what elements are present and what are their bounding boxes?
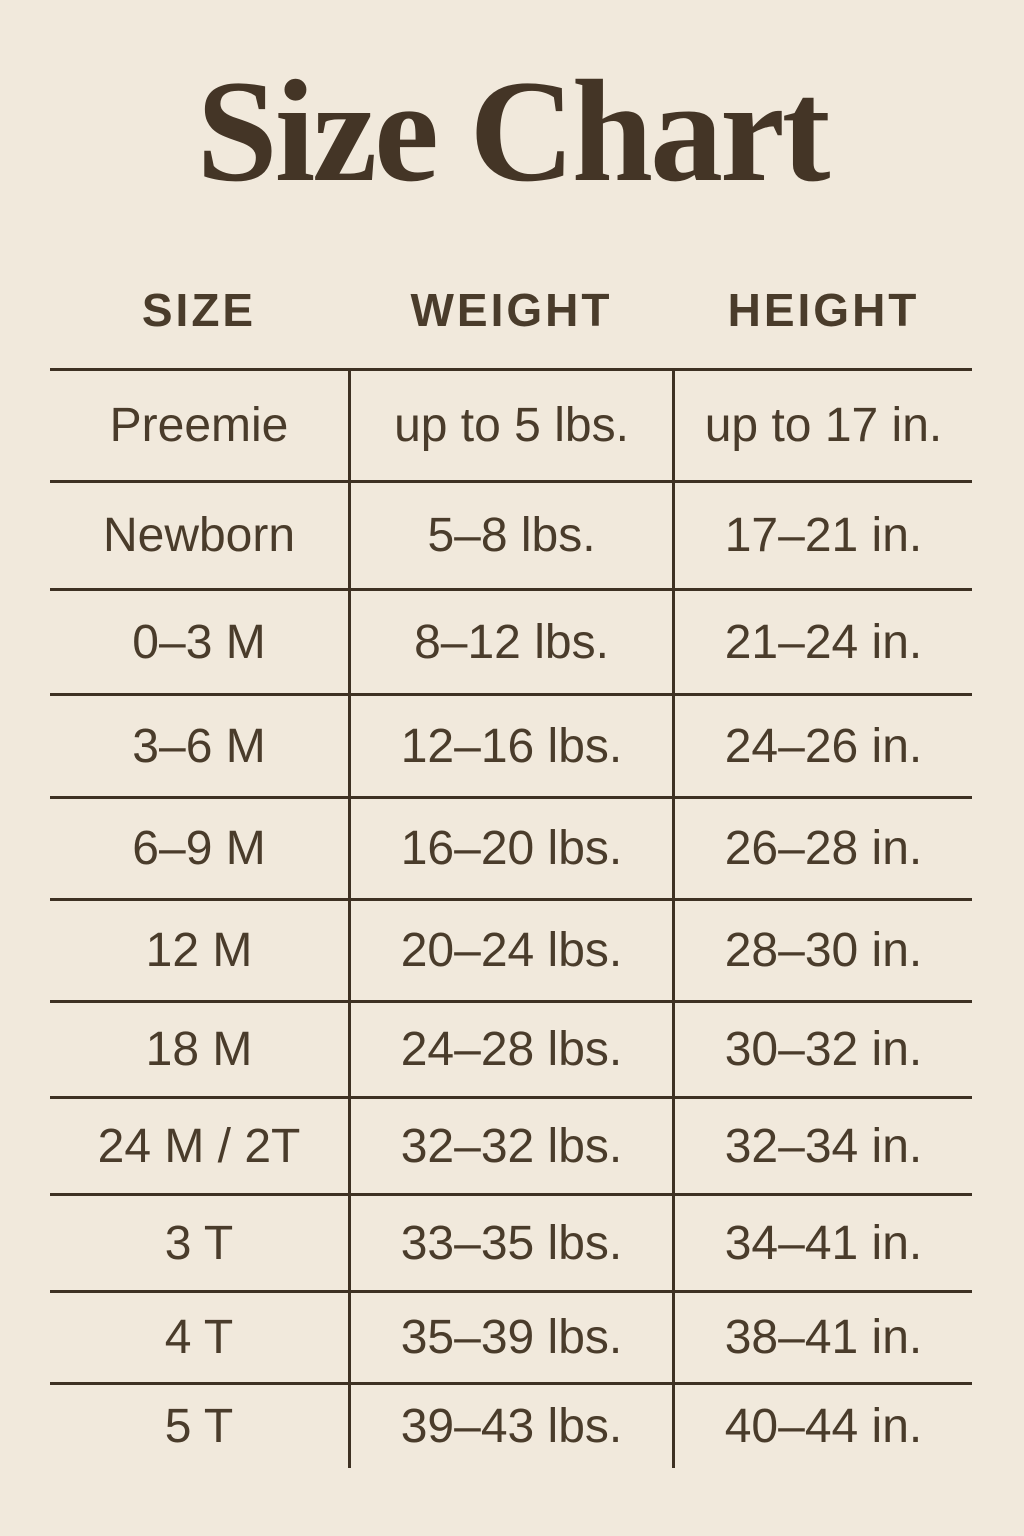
table-row xyxy=(50,368,972,480)
weight-cell: 16–20 lbs. xyxy=(348,799,675,898)
weight-cell: 35–39 lbs. xyxy=(348,1293,675,1382)
size-cell: 24 M / 2T xyxy=(97,1119,301,1173)
table-row xyxy=(50,1096,972,1193)
table-row xyxy=(50,1290,972,1382)
size-cell: Preemie xyxy=(109,399,289,452)
height-cell: 40–44 in. xyxy=(724,1400,923,1453)
height-cell: 34–41 in. xyxy=(724,1216,923,1270)
size-cell: 3–6 M xyxy=(132,719,266,773)
size-cell: 3 T xyxy=(164,1216,234,1270)
size-cell: 4 T xyxy=(164,1311,234,1364)
table-row xyxy=(50,1193,972,1290)
weight-cell: 33–35 lbs. xyxy=(348,1196,675,1290)
weight-cell: 20–24 lbs. xyxy=(348,901,675,1000)
size-cell: 18 M xyxy=(145,1023,253,1076)
column-header-size: SIZE xyxy=(141,284,257,336)
page-title: Size Chart xyxy=(196,50,828,212)
height-cell: 17–21 in. xyxy=(724,509,923,562)
table-header-row xyxy=(50,283,972,337)
table-row xyxy=(50,693,972,796)
height-cell: 38–41 in. xyxy=(724,1311,923,1364)
size-cell: 12 M xyxy=(145,924,253,977)
table-row xyxy=(50,796,972,898)
column-header-weight: WEIGHT xyxy=(410,284,613,336)
weight-cell: 5–8 lbs. xyxy=(348,483,675,588)
column-header-height: HEIGHT xyxy=(727,284,920,336)
table-row xyxy=(50,898,972,1000)
table-row xyxy=(50,480,972,588)
size-cell: 5 T xyxy=(164,1400,234,1453)
height-cell: 24–26 in. xyxy=(724,719,923,773)
table-row xyxy=(50,1000,972,1096)
height-cell: 30–32 in. xyxy=(724,1023,923,1076)
weight-cell: 24–28 lbs. xyxy=(348,1003,675,1096)
weight-cell: 39–43 lbs. xyxy=(348,1385,675,1468)
height-cell: up to 17 in. xyxy=(704,399,943,452)
weight-cell: up to 5 lbs. xyxy=(348,371,675,480)
size-cell: 0–3 M xyxy=(132,615,266,669)
size-cell: Newborn xyxy=(102,509,296,562)
size-cell: 6–9 M xyxy=(132,822,266,875)
weight-cell: 32–32 lbs. xyxy=(348,1099,675,1193)
size-table xyxy=(50,368,972,1468)
height-cell: 26–28 in. xyxy=(724,822,923,875)
height-cell: 21–24 in. xyxy=(724,615,923,669)
table-row xyxy=(50,1382,972,1468)
weight-cell: 12–16 lbs. xyxy=(348,696,675,796)
table-row xyxy=(50,588,972,693)
weight-cell: 8–12 lbs. xyxy=(348,591,675,693)
height-cell: 32–34 in. xyxy=(724,1119,923,1173)
height-cell: 28–30 in. xyxy=(724,924,923,977)
